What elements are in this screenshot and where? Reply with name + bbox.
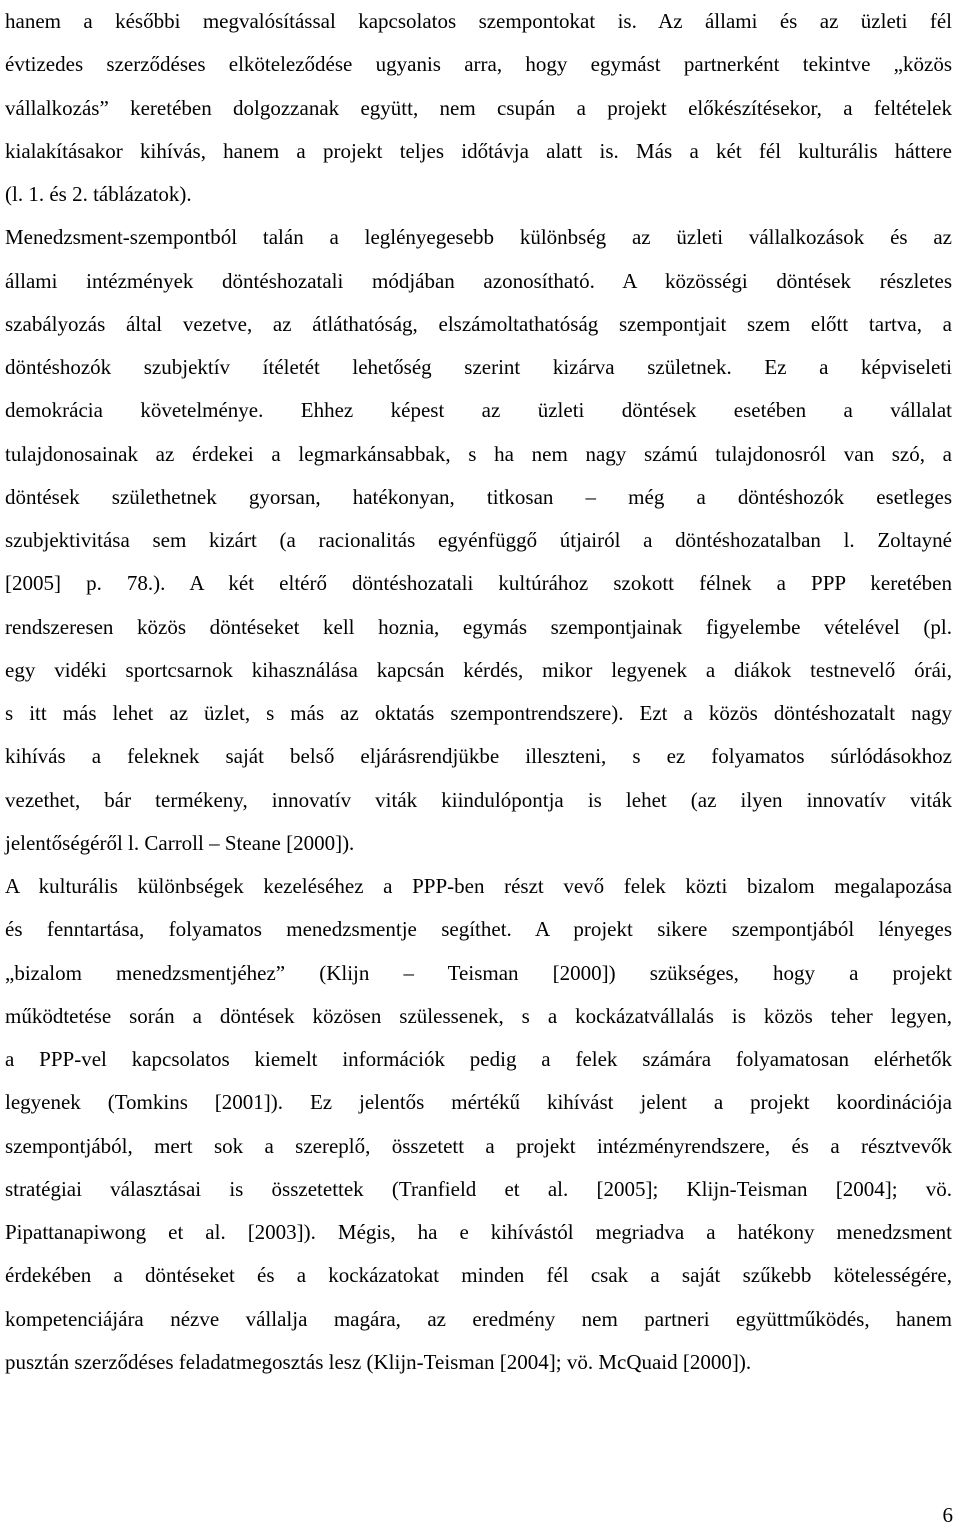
text-line: működtetése során a döntések közösen szülessenek, s a kockázatvállalás is közös teher legyen, [5, 1003, 952, 1028]
text-line: legyenek (Tomkins [2001]). Ez jelentős mértékű kihívást jelent a projekt koordinációja [5, 1090, 952, 1115]
text-line: egy vidéki sportcsarnok kihasználása kapcsán kérdés, mikor legyenek a diákok testnevelő órái, [5, 657, 952, 682]
page-number: 6 [942, 1503, 953, 1527]
text-line: tulajdonosainak az érdekei a legmarkánsabbak, s ha nem nagy számú tulajdonosról van szó, a [5, 441, 952, 466]
text-line: kihívás a feleknek saját belső eljárásrendjükbe illeszteni, s ez folyamatos súrlódásokhoz [5, 744, 952, 769]
text-line: A kulturális különbségek kezeléséhez a PPP-ben részt vevő felek közti bizalom megalapozása [5, 874, 952, 898]
text-line: stratégiai választásai is összetettek (Tranfield et al. [2005]; Klijn-Teisman [2004]; vö. [5, 1176, 952, 1201]
text-line: Menedzsment-szempontból talán a leglényegesebb különbség az üzleti vállalkozások és az [5, 225, 952, 250]
text-line: „bizalom menedzsmentjéhez” (Klijn – Teisman [2000]) szükséges, hogy a projekt [5, 960, 952, 985]
text-line: (l. 1. és 2. táblázatok). [5, 182, 192, 206]
text-line: [2005] p. 78.). A két eltérő döntéshozatali kultúrához szokott félnek a PPP keretében [5, 571, 952, 596]
text-line: rendszeresen közös döntéseket kell hoznia, egymás szempontjainak figyelembe vételével (pl. [5, 614, 952, 639]
text-line: pusztán szerződéses feladatmegosztás lesz (Klijn-Teisman [2004]; vö. McQuaid [2000]). [5, 1349, 752, 1374]
text-line: jelentőségéről l. Carroll – Steane [2000]). [5, 830, 355, 855]
text-line: hanem a későbbi megvalósítással kapcsolatos szempontokat is. Az állami és az üzleti fél [5, 9, 952, 33]
text-line: Pipattanapiwong et al. [2003]). Mégis, ha e kihívástól megriadva a hatékony menedzsment [5, 1220, 952, 1244]
text-line: szempontjából, mert sok a szereplő, összetett a projekt intézményrendszere, és a résztvevők [5, 1133, 952, 1158]
paragraph-decision-making [5, 216, 952, 865]
text-line: kompetenciájára nézve vállalja magára, az eredmény nem partneri együttműködés, hanem [5, 1306, 952, 1331]
text-line: s itt más lehet az üzlet, s más az oktatás szempontrendszere). Ezt a közös döntéshozatalt nagy [5, 701, 952, 725]
text-line: érdekében a döntéseket és a kockázatokat minden fél csak a saját szűkebb kötelességére, [5, 1263, 952, 1288]
text-line: a PPP-vel kapcsolatos kiemelt információk pedig a felek számára folyamatosan elérhetők [5, 1047, 952, 1071]
text-line: döntések születhetnek gyorsan, hatékonyan, titkosan – még a döntéshozók esetleges [5, 484, 952, 509]
text-line: vállalkozás” keretében dolgozzanak együtt, nem csupán a projekt előkészítésekor, a feltételek [5, 95, 952, 120]
text-line: évtizedes szerződéses elköteleződése ugyanis arra, hogy egymást partnerként tekintve „közös [5, 52, 952, 77]
text-line: demokrácia követelménye. Ehhez képest az üzleti döntések esetében a vállalat [5, 398, 952, 423]
text-line: állami intézmények döntéshozatali módjában azonosítható. A közösségi döntések részletes [5, 268, 952, 293]
document-page [5, 0, 952, 1384]
text-line: döntéshozók szubjektív ítéletét lehetőség szerint kizárva születnek. Ez a képviseleti [5, 355, 952, 379]
text-line: szubjektivitása sem kizárt (a racionalitás egyénfüggő útjairól a döntéshozatalban l. Zoltayné [5, 528, 952, 552]
text-line: szabályozás által vezetve, az átláthatóság, elszámoltathatóság szempontjait szem előtt tartva, a [5, 311, 952, 336]
text-line: és fenntartása, folyamatos menedzsmentje segíthet. A projekt sikere szempontjából lényeges [5, 917, 952, 942]
text-line: vezethet, bár termékeny, innovatív viták kiindulópontja is lehet (az ilyen innovatív viták [5, 787, 952, 812]
paragraph-ppp-commitment [5, 0, 952, 216]
paragraph-trust-management [5, 865, 952, 1384]
text-line: kialakításakor kihívás, hanem a projekt teljes időtávja alatt is. Más a két fél kulturális háttere [5, 138, 952, 163]
